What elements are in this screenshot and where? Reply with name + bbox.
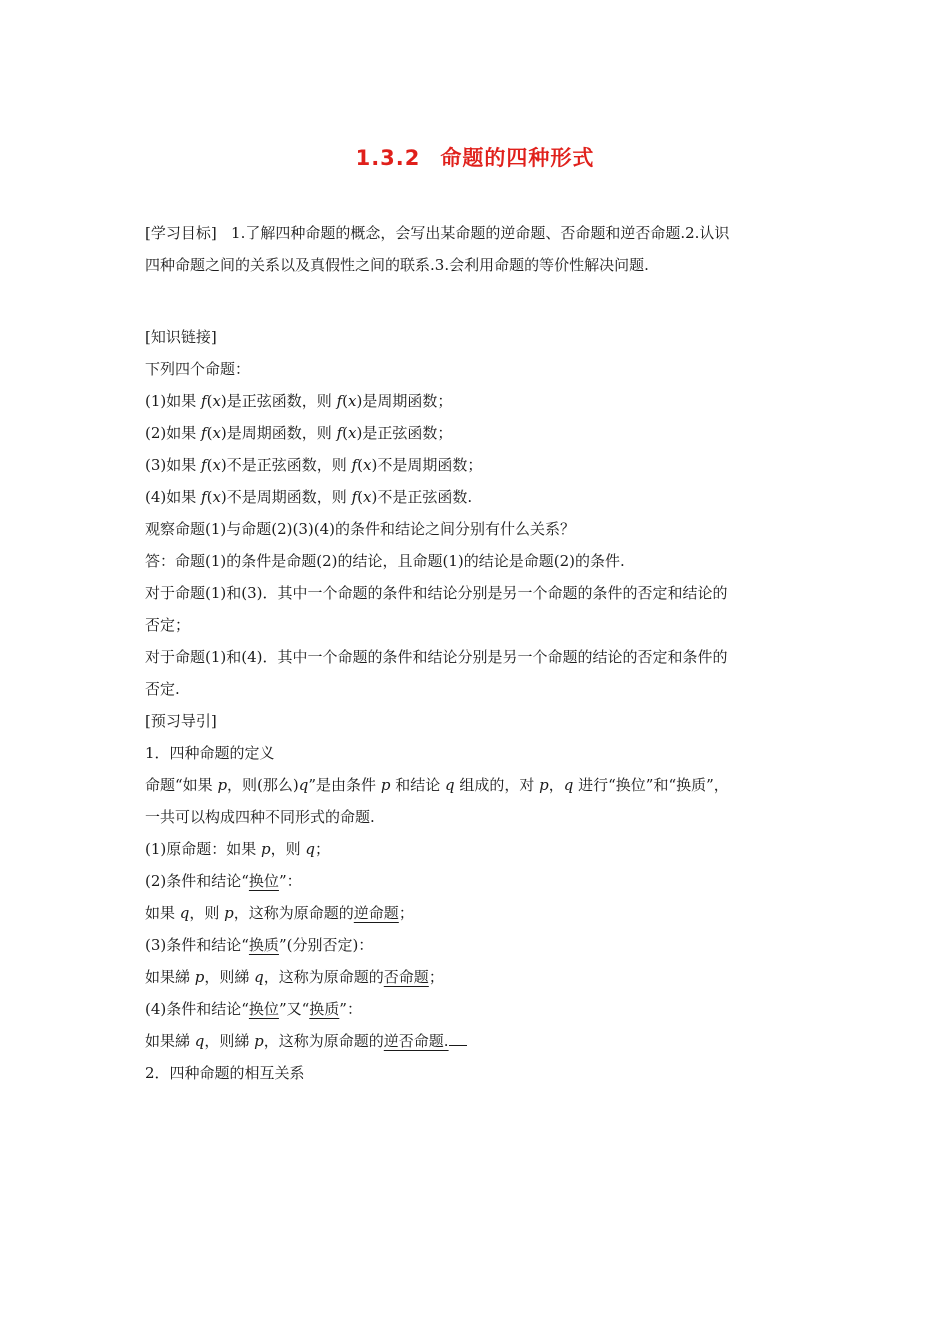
question-text: 观察命题(1)与命题(2)(3)(4)的条件和结论之间分别有什么关系？ [145, 520, 575, 538]
objectives-line-1: [学习目标] 1.了解四种命题的概念，会写出某命题的逆命题、否命题和逆否命题.2.认识 [145, 224, 730, 242]
relation-1-3-line-1: 对于命题(1)和(3)．其中一个命题的条件和结论分别是另一个命题的条件的否定和结论的 [145, 584, 728, 602]
relation-1-3-line-2: 否定； [145, 616, 191, 634]
blank-answer: 逆命题 [353, 904, 399, 922]
contrapositive-line: 如果綈 q，则綈 p，这称为原命题的逆否命题. [145, 1025, 815, 1057]
inverse-line: 如果綈 p，则綈 q，这称为原命题的否命题； [145, 968, 444, 986]
knowledge-intro: 下列四个命题： [145, 360, 251, 378]
blank-underline [449, 1027, 467, 1046]
blank-answer: 否命题 [383, 968, 429, 986]
section-number: 1.3.2 [355, 146, 421, 170]
knowledge-label: [知识链接] [145, 328, 217, 346]
proposition-3: (3)如果 f(x)不是正弦函数，则 f(x)不是周期函数； [145, 456, 483, 474]
original-proposition: (1)原命题：如果 p，则 q； [145, 840, 331, 858]
section-heading-2: 2．四种命题的相互关系 [145, 1064, 305, 1082]
blank-answer: 逆否命题. [383, 1032, 449, 1050]
definition-line-1: 命题“如果 p，则(那么)q”是由条件 p 和结论 q 组成的，对 p，q 进行“换位”和“换质”， [145, 776, 729, 794]
converse-line: 如果 q，则 p，这称为原命题的逆命题； [145, 904, 414, 922]
section-heading-1: 1．四种命题的定义 [145, 744, 275, 762]
relation-1-4-line-2: 否定. [145, 680, 180, 698]
blank-answer: 换位 [248, 872, 279, 890]
objectives-line-2: 四种命题之间的关系以及真假性之间的联系.3.会利用命题的等价性解决问题. [145, 256, 649, 274]
swap-heading: (2)条件和结论“换位”： [145, 872, 302, 890]
objectives-label: [学习目标] [145, 224, 217, 242]
swap-and-negate-heading: (4)条件和结论“换位”又“换质”： [145, 1000, 362, 1018]
proposition-1: (1)如果 f(x)是正弦函数，则 f(x)是周期函数； [145, 392, 453, 410]
document-body [145, 217, 815, 1089]
proposition-2: (2)如果 f(x)是周期函数，则 f(x)是正弦函数； [145, 424, 453, 442]
preview-label: [预习导引] [145, 712, 217, 730]
answer-text: 答：命题(1)的条件是命题(2)的结论，且命题(1)的结论是命题(2)的条件. [145, 552, 625, 570]
definition-line-2: 一共可以构成四种不同形式的命题. [145, 808, 375, 826]
blank-answer: 换位 [248, 1000, 279, 1018]
relation-1-4-line-1: 对于命题(1)和(4)．其中一个命题的条件和结论分别是另一个命题的结论的否定和条件的 [145, 648, 728, 666]
blank-answer: 换质 [309, 1000, 340, 1018]
section-title: 命题的四种形式 [440, 146, 595, 170]
spacer [145, 281, 815, 321]
page-title [0, 142, 950, 172]
proposition-4: (4)如果 f(x)不是周期函数，则 f(x)不是正弦函数. [145, 488, 473, 506]
blank-answer: 换质 [248, 936, 279, 954]
negation-heading: (3)条件和结论“换质”(分别否定)： [145, 936, 374, 954]
